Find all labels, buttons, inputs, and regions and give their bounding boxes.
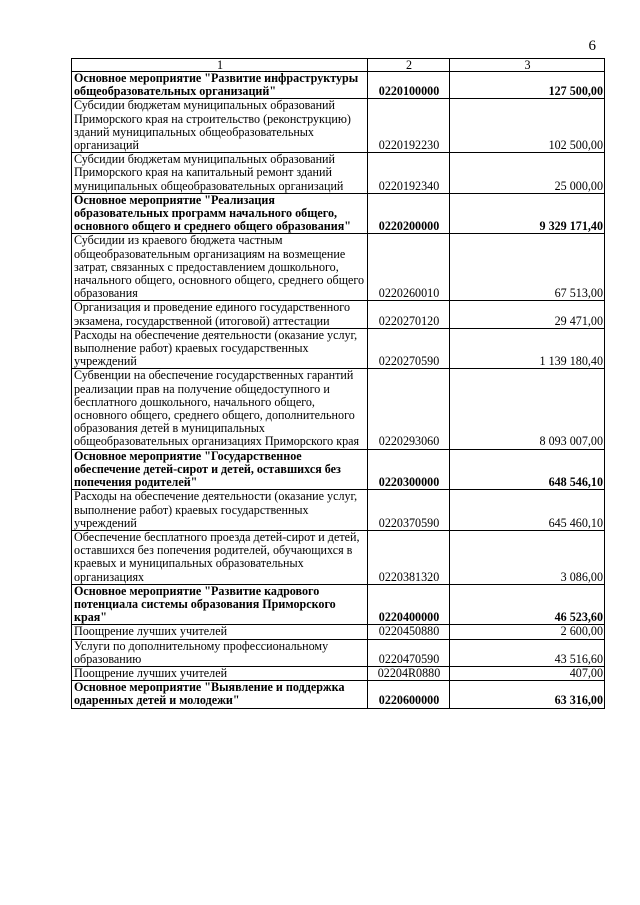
row-name: Субвенции на обеспечение государственных гарантий реализации прав на получение общедоступного и бесплатного дошкольного, начального общего, основного общего, среднего общего, дополнительного образования детей в муниципальных общеобразовательных организациях Приморского края [72, 369, 368, 449]
row-name: Услуги по дополнительному профессиональному образованию [72, 639, 368, 666]
row-name: Основное мероприятие "Реализация образовательных программ начального общего, основного общего и среднего общего образования" [72, 193, 368, 234]
row-name: Расходы на обеспечение деятельности (оказание услуг, выполнение работ) краевых государственных учреждений [72, 490, 368, 531]
row-name: Расходы на обеспечение деятельности (оказание услуг, выполнение работ) краевых государственных учреждений [72, 328, 368, 369]
row-name: Основное мероприятие "Государственное обеспечение детей-сирот и детей, оставшихся без попечения родителей" [72, 449, 368, 490]
table-row [72, 234, 605, 301]
row-name: Субсидии бюджетам муниципальных образований Приморского края на капитальный ремонт зданий муниципальных общеобразовательных организаций [72, 153, 368, 194]
page-number: 6 [588, 38, 596, 54]
row-code: 0220100000 [368, 72, 450, 99]
row-code: 0220270590 [368, 328, 450, 369]
row-code: 0220192230 [368, 99, 450, 153]
row-amount: 102 500,00 [450, 99, 605, 153]
table-row [72, 584, 605, 625]
row-name: Субсидии из краевого бюджета частным общеобразовательным организациям на возмещение затрат, связанных с предоставлением дошкольного, начального общего, основного общего, среднего общего образования [72, 234, 368, 301]
row-code: 0220260010 [368, 234, 450, 301]
row-code: 0220270120 [368, 301, 450, 328]
table-row [72, 99, 605, 153]
row-name: Организация и проведение единого государственного экзамена, государственной (итоговой) аттестации [72, 301, 368, 328]
row-name: Основное мероприятие "Развитие инфраструктуры общеобразовательных организаций" [72, 72, 368, 99]
row-amount: 8 093 007,00 [450, 369, 605, 449]
table-row [72, 681, 605, 708]
row-name: Поощрение лучших учителей [72, 666, 368, 680]
table-row [72, 490, 605, 531]
row-name: Обеспечение бесплатного проезда детей-сирот и детей, оставшихся без попечения родителей, обучающихся в краевых и муниципальных образовательных организациях [72, 530, 368, 584]
row-amount: 2 600,00 [450, 625, 605, 639]
row-amount: 648 546,10 [450, 449, 605, 490]
row-code: 0220192340 [368, 153, 450, 194]
row-code: 0220470590 [368, 639, 450, 666]
header-col-3: 3 [450, 59, 605, 72]
table-row [72, 625, 605, 639]
row-amount: 43 516,60 [450, 639, 605, 666]
row-code: 0220450880 [368, 625, 450, 639]
row-amount: 67 513,00 [450, 234, 605, 301]
row-amount: 645 460,10 [450, 490, 605, 531]
row-amount: 9 329 171,40 [450, 193, 605, 234]
table-row [72, 153, 605, 194]
row-code: 0220200000 [368, 193, 450, 234]
table-row [72, 328, 605, 369]
table-row [72, 449, 605, 490]
table-row [72, 193, 605, 234]
row-amount: 127 500,00 [450, 72, 605, 99]
row-code: 02204R0880 [368, 666, 450, 680]
row-code: 0220300000 [368, 449, 450, 490]
table-row [72, 639, 605, 666]
row-code: 0220293060 [368, 369, 450, 449]
table-row [72, 72, 605, 99]
row-amount: 63 316,00 [450, 681, 605, 708]
header-col-1: 1 [72, 59, 368, 72]
row-amount: 407,00 [450, 666, 605, 680]
table-row [72, 301, 605, 328]
row-amount: 3 086,00 [450, 530, 605, 584]
table-row [72, 530, 605, 584]
table-row [72, 369, 605, 449]
table-header-row [72, 59, 605, 72]
row-amount: 25 000,00 [450, 153, 605, 194]
row-name: Основное мероприятие "Развитие кадрового потенциала системы образования Приморского края" [72, 584, 368, 625]
row-name: Основное мероприятие "Выявление и поддержка одаренных детей и молодежи" [72, 681, 368, 708]
header-col-2: 2 [368, 59, 450, 72]
row-name: Поощрение лучших учителей [72, 625, 368, 639]
row-code: 0220381320 [368, 530, 450, 584]
row-amount: 29 471,00 [450, 301, 605, 328]
row-amount: 46 523,60 [450, 584, 605, 625]
row-code: 0220600000 [368, 681, 450, 708]
table-row [72, 666, 605, 680]
row-code: 0220370590 [368, 490, 450, 531]
row-code: 0220400000 [368, 584, 450, 625]
budget-table [71, 58, 605, 709]
row-name: Субсидии бюджетам муниципальных образований Приморского края на строительство (реконструкцию) зданий муниципальных общеобразовательных организаций [72, 99, 368, 153]
row-amount: 1 139 180,40 [450, 328, 605, 369]
